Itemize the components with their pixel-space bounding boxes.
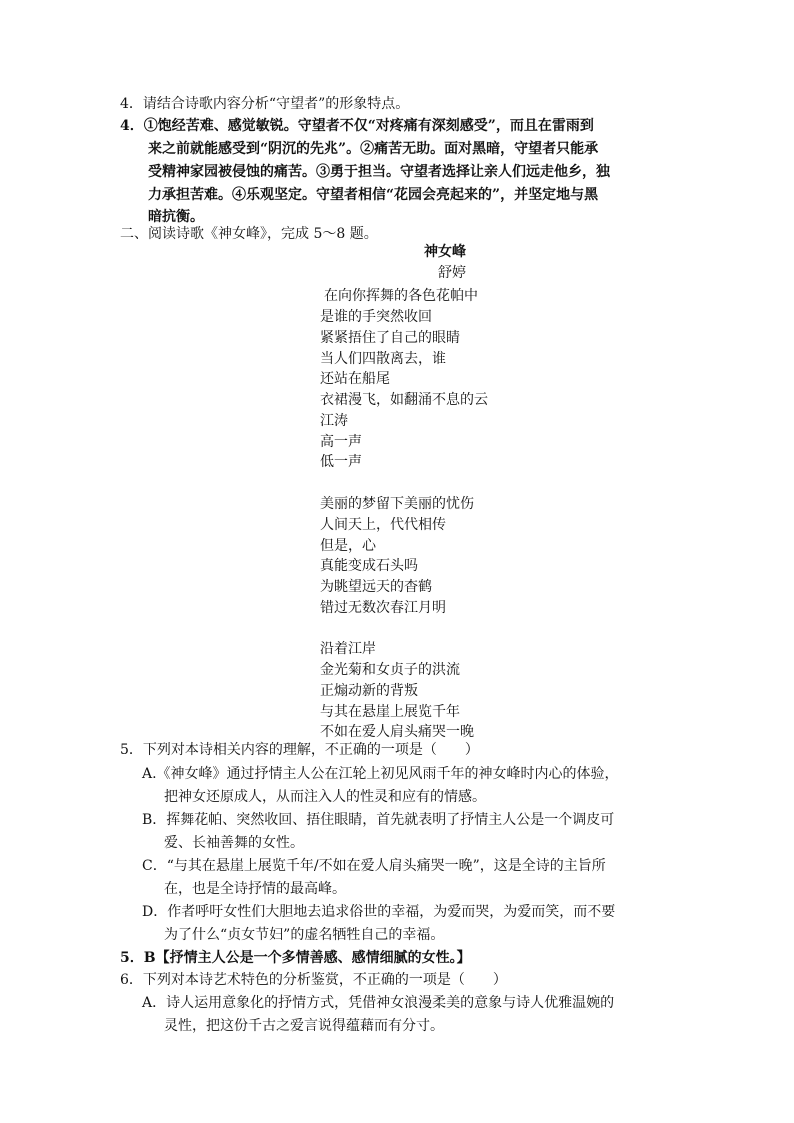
q6-option: 灵性，把这份千古之爱言说得蕴藉而有分寸。 (164, 1018, 444, 1034)
q5-option: 为了什么“贞女节妇”的虚名牺牲自己的幸福。 (164, 927, 445, 943)
poem-line: 沿着江岸 (320, 641, 376, 657)
q4-answer-line: 4．①饱经苦难、感觉敏锐。守望者不仅“对疼痛有深刻感受”，而且在雷雨到 (120, 118, 594, 134)
q5-option: 把神女还原成人，从而注入人的性灵和应有的情感。 (164, 789, 486, 805)
poem-line: 人间天上，代代相传 (320, 517, 446, 533)
poem-line: 当人们四散离去，谁 (320, 351, 446, 367)
poem-line: 还站在船尾 (320, 371, 390, 387)
poem-title: 神女峰 (424, 244, 466, 260)
poem-line: 高一声 (320, 434, 362, 450)
q4-answer-line: 来之前就能感受到“阴沉的先兆”。②痛苦无助。面对黑暗，守望者只能承 (148, 141, 599, 157)
poem-line: 金光菊和女贞子的洪流 (320, 662, 460, 678)
q5-option: B．挥舞花帕、突然收回、捂住眼睛，首先就表明了抒情主人公是一个调皮可 (142, 812, 615, 828)
poem-line: 低一声 (320, 454, 362, 470)
poem-line: 错过无数次春江月明 (320, 600, 446, 616)
section-heading: 二、阅读诗歌《神女峰》，完成 5～8 题。 (120, 226, 378, 242)
poem-line: 真能变成石头吗 (320, 558, 418, 574)
q6-stem: 6．下列对本诗艺术特色的分析鉴赏，不正确的一项是（ ） (120, 972, 507, 988)
q5-option: C．“与其在悬崖上展览千年/不如在爱人肩头痛哭一晚”，这是全诗的主旨所 (142, 858, 606, 874)
q4-answer-line: 暗抗衡。 (148, 209, 204, 225)
q6-option: A．诗人运用意象化的抒情方式，凭借神女浪漫柔美的意象与诗人优雅温婉的 (142, 995, 615, 1011)
poem-line: 为眺望远天的杳鹤 (320, 579, 432, 595)
poem-line: 不如在爱人肩头痛哭一晚 (320, 724, 474, 740)
q5-answer: 5．B【抒情主人公是一个多情善感、感情细腻的女性。】 (120, 950, 471, 966)
poem-line: 在向你挥舞的各色花帕中 (324, 288, 478, 304)
q4-answer-line: 受精神家园被侵蚀的痛苦。③勇于担当。守望者选择让亲人们远走他乡，独 (148, 164, 610, 180)
poem-line: 是谁的手突然收回 (320, 309, 432, 325)
poem-line: 江涛 (320, 413, 348, 429)
poem-line: 紧紧捂住了自己的眼睛 (320, 330, 460, 346)
poem-line: 但是，心 (320, 538, 376, 554)
q5-option: D．作者呼吁女性们大胆地去追求俗世的幸福，为爱而哭，为爱而笑，而不要 (142, 904, 616, 920)
q5-option: 爱、长袖善舞的女性。 (164, 835, 304, 851)
poem-line: 正煽动新的背叛 (320, 683, 418, 699)
q4-question: 4．请结合诗歌内容分析“守望者”的形象特点。 (120, 96, 410, 112)
poem-author: 舒婷 (438, 265, 466, 281)
q5-option: 在，也是全诗抒情的最高峰。 (164, 881, 346, 897)
q5-option: A.《神女峰》通过抒情主人公在江轮上初见风雨千年的神女峰时内心的体验， (142, 766, 619, 782)
poem-line: 衣裙漫飞，如翻涌不息的云 (320, 392, 488, 408)
poem-line: 与其在悬崖上展览千年 (320, 704, 460, 720)
poem-line: 美丽的梦留下美丽的忧伤 (320, 496, 474, 512)
q4-answer-line: 力承担苦难。④乐观坚定。守望者相信“花园会亮起来的”，并坚定地与黑 (148, 187, 599, 203)
q5-stem: 5．下列对本诗相关内容的理解，不正确的一项是（ ） (120, 742, 479, 758)
